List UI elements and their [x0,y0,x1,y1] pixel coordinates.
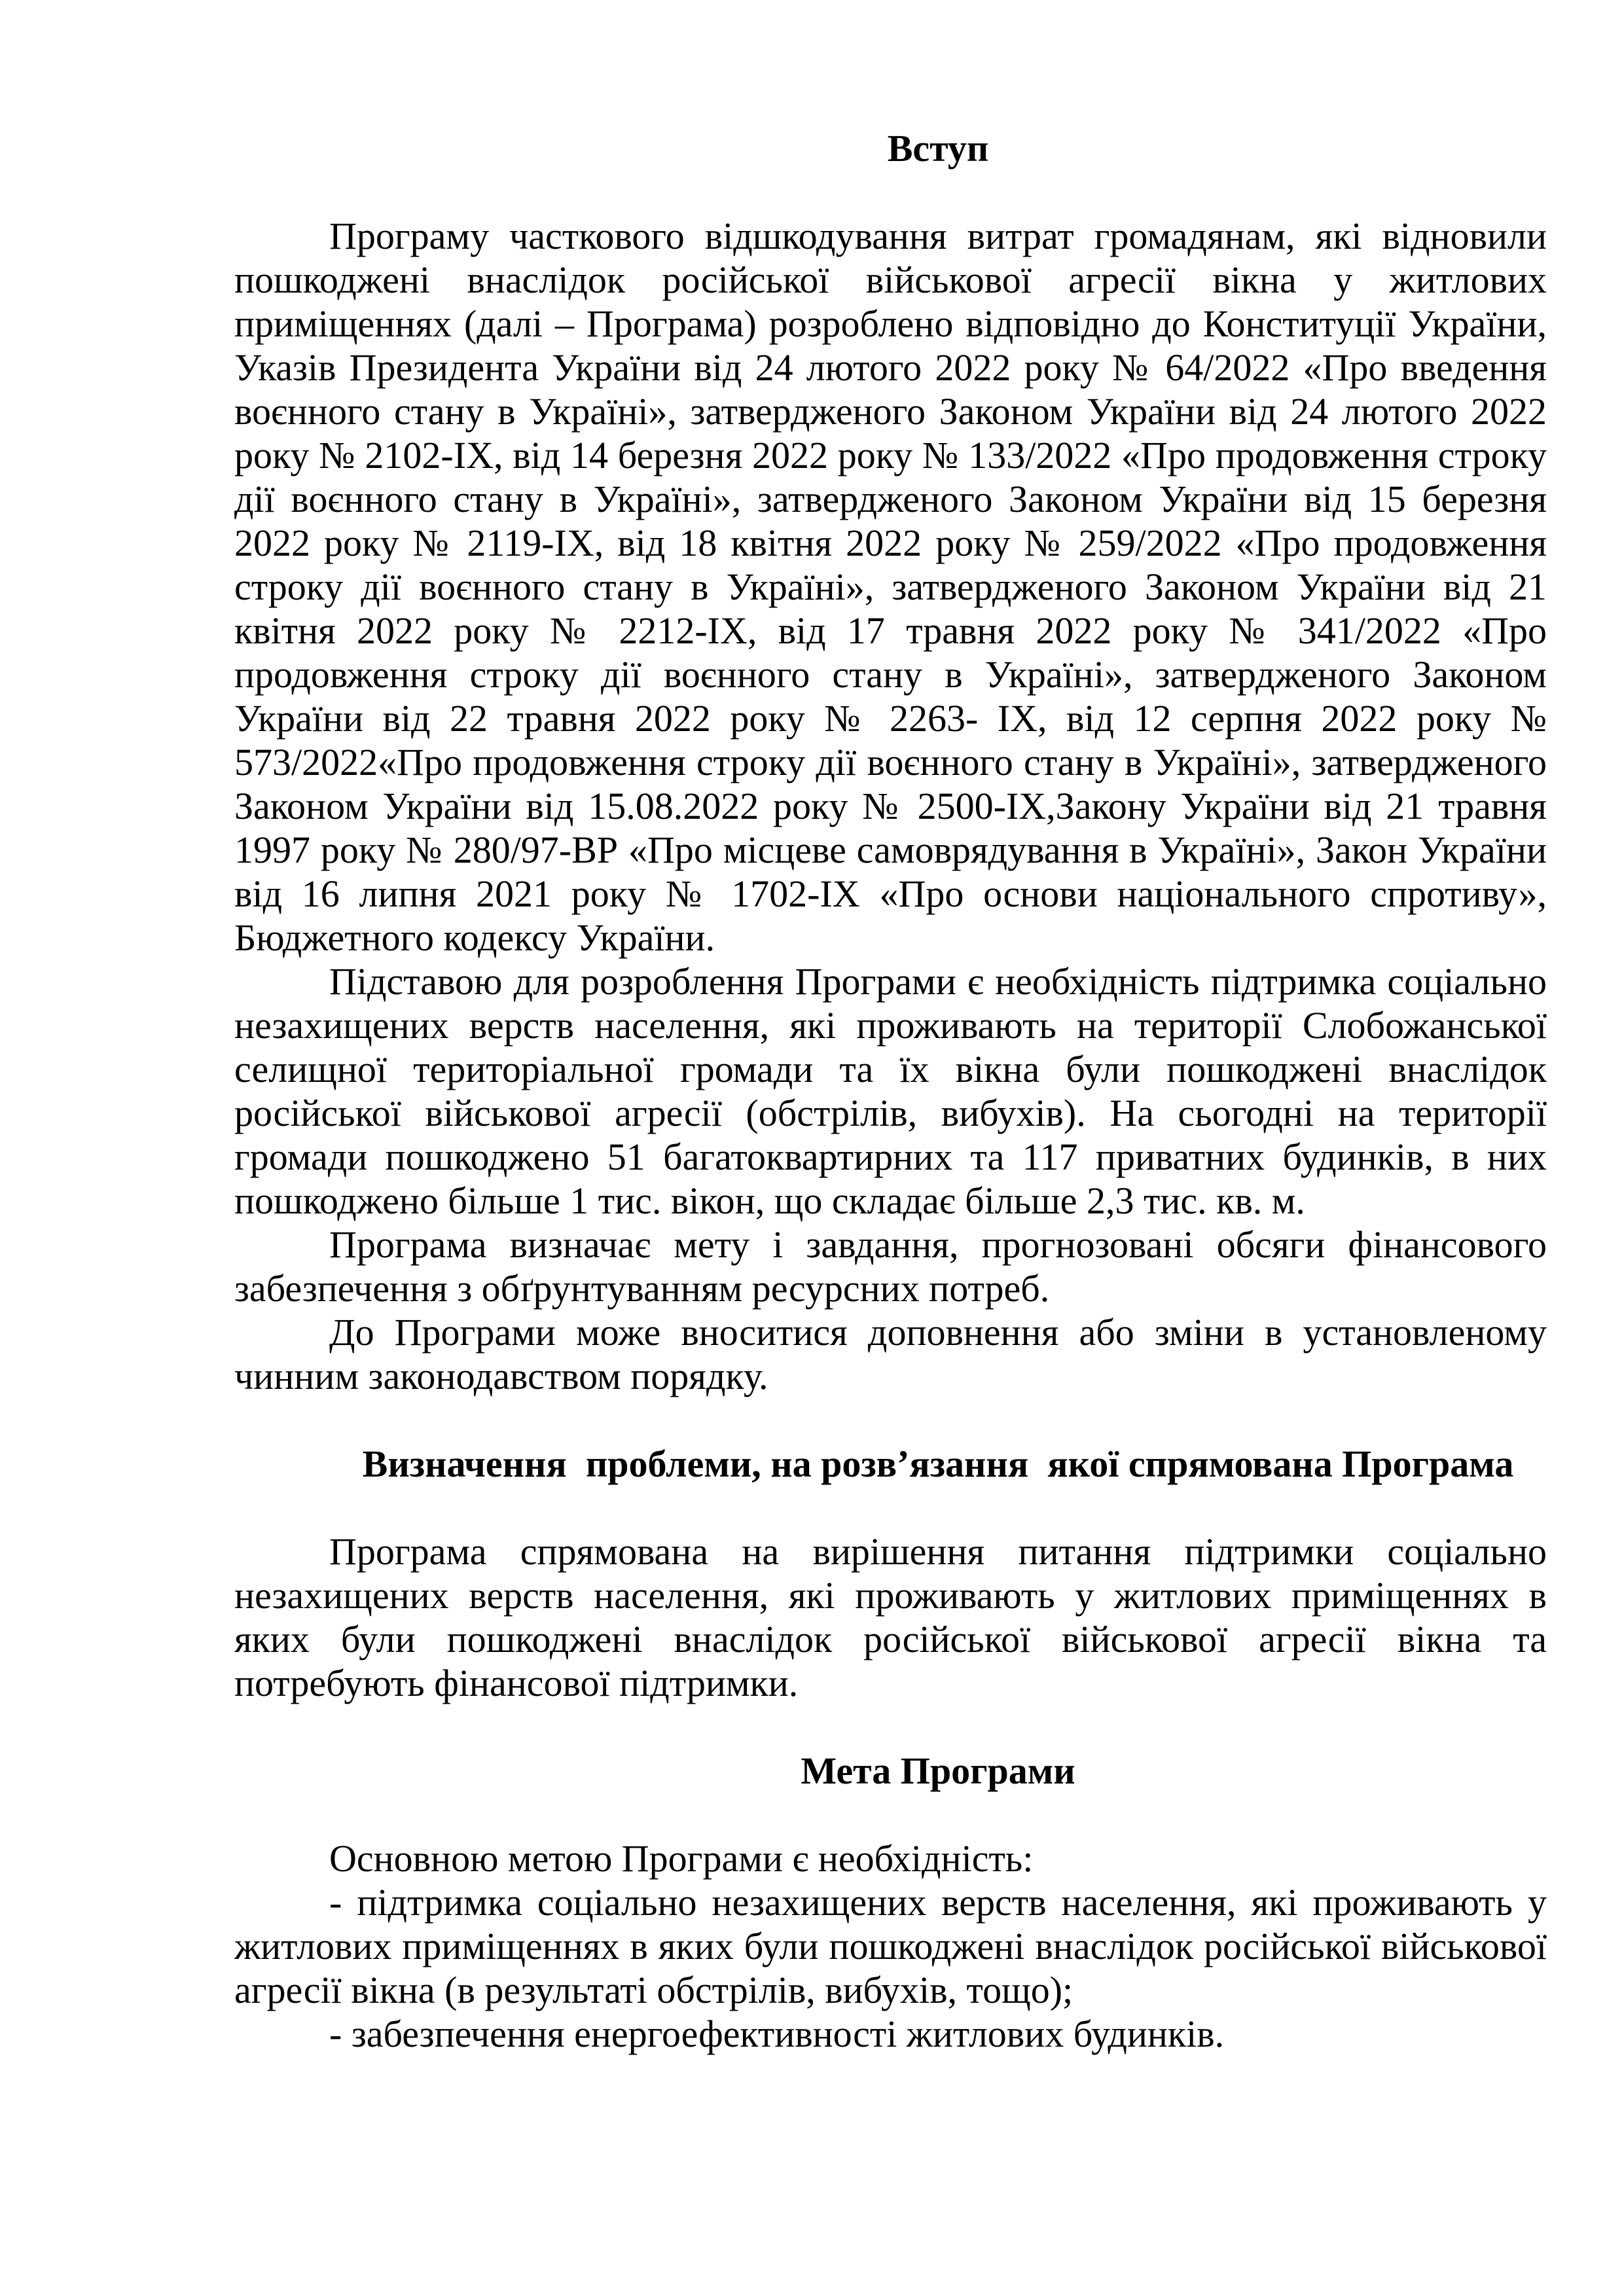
intro-paragraph-amendments: До Програми може вноситися доповнення або зміни в установленому чинним законодавством порядку. [234,1311,1547,1397]
intro-paragraph-rationale: Підставою для розроблення Програми є необхідність підтримка соціально незахищених верств населення, які проживають на території Слобожанської селищної територіальної громади та їх вікна були пошкоджені внаслідок російської військової агресії (обстрілів, вибухів). На сьогодні на території громади пошкоджено 51 багатоквартирних та 117 приватних будинків, в них пошкоджено більше 1 тис. вікон, що складає більше 2,3 тис. кв. м. [234,960,1547,1222]
blank-line [234,1793,1547,1837]
section-heading-problem-definition: Визначення проблеми, на розв’язання якої спрямована Програма [362,1443,1514,1485]
goal-list-item-support: - підтримка соціально незахищених верств населення, які проживають у житлових приміщеннях в яких були пошкоджені внаслідок російської військової агресії вікна (в результаті обстрілів, вибухів, тощо); [234,1881,1547,2011]
blank-line [234,1486,1547,1530]
section-heading-goal: Мета Програми [801,1749,1075,1792]
intro-paragraph-legal-basis: Програму часткового відшкодування витрат громадянам, які відновили пошкоджені внаслідок російської військової агресії вікна у житлових приміщеннях (далі – Програма) розроблено відповідно до Конституції України, Указів Президента України від 24 лютого 2022 року № 64/2022 «Про введення воєнного стану в Україні», затвердженого Законом України від 24 лютого 2022 року № 2102-IX, від 14 березня 2022 року № 133/2022 «Про продовження строку дії воєнного стану в Україні», затвердженого Законом України від 15 березня 2022 року № 2119-IX, від 18 квітня 2022 року № 259/2022 «Про продовження строку дії воєнного стану в Україні», затвердженого Законом України від 21 квітня 2022 року № 2212-IX, від 17 травня 2022 року № 341/2022 «Про продовження строку дії воєнного стану в Україні», затвердженого Законом України від 22 травня 2022 року № 2263- IX, від 12 серпня 2022 року № 573/2022«Про продовження строку дії воєнного стану в Україні», затвердженого Законом України від 15.08.2022 року № 2500-IX,Закону України від 21 травня 1997 року № 280/97-ВР «Про місцеве самоврядування в Україні», Закон України від 16 липня 2021 року № 1702-IX «Про основи національного спротиву», Бюджетного кодексу України. [234,215,1547,959]
section-heading-intro: Вступ [887,127,989,170]
problem-paragraph: Програма спрямована на вирішення питання підтримки соціально незахищених верств населення, які проживають у житлових приміщеннях в яких були пошкоджені внаслідок російської військової агресії вікна та потребують фінансової підтримки. [234,1530,1547,1704]
blank-line [234,1705,1547,1749]
goal-list-item-energy-efficiency: - забезпечення енергоефективності житлових будинків. [329,2013,1225,2055]
goal-intro-line: Основною метою Програми є необхідність: [329,1837,1034,1880]
intro-paragraph-scope: Програма визначає мету і завдання, прогнозовані обсяги фінансового забезпечення з обґрунтуванням ресурсних потреб. [234,1223,1547,1310]
blank-line [234,170,1547,214]
blank-line [234,1398,1547,1442]
